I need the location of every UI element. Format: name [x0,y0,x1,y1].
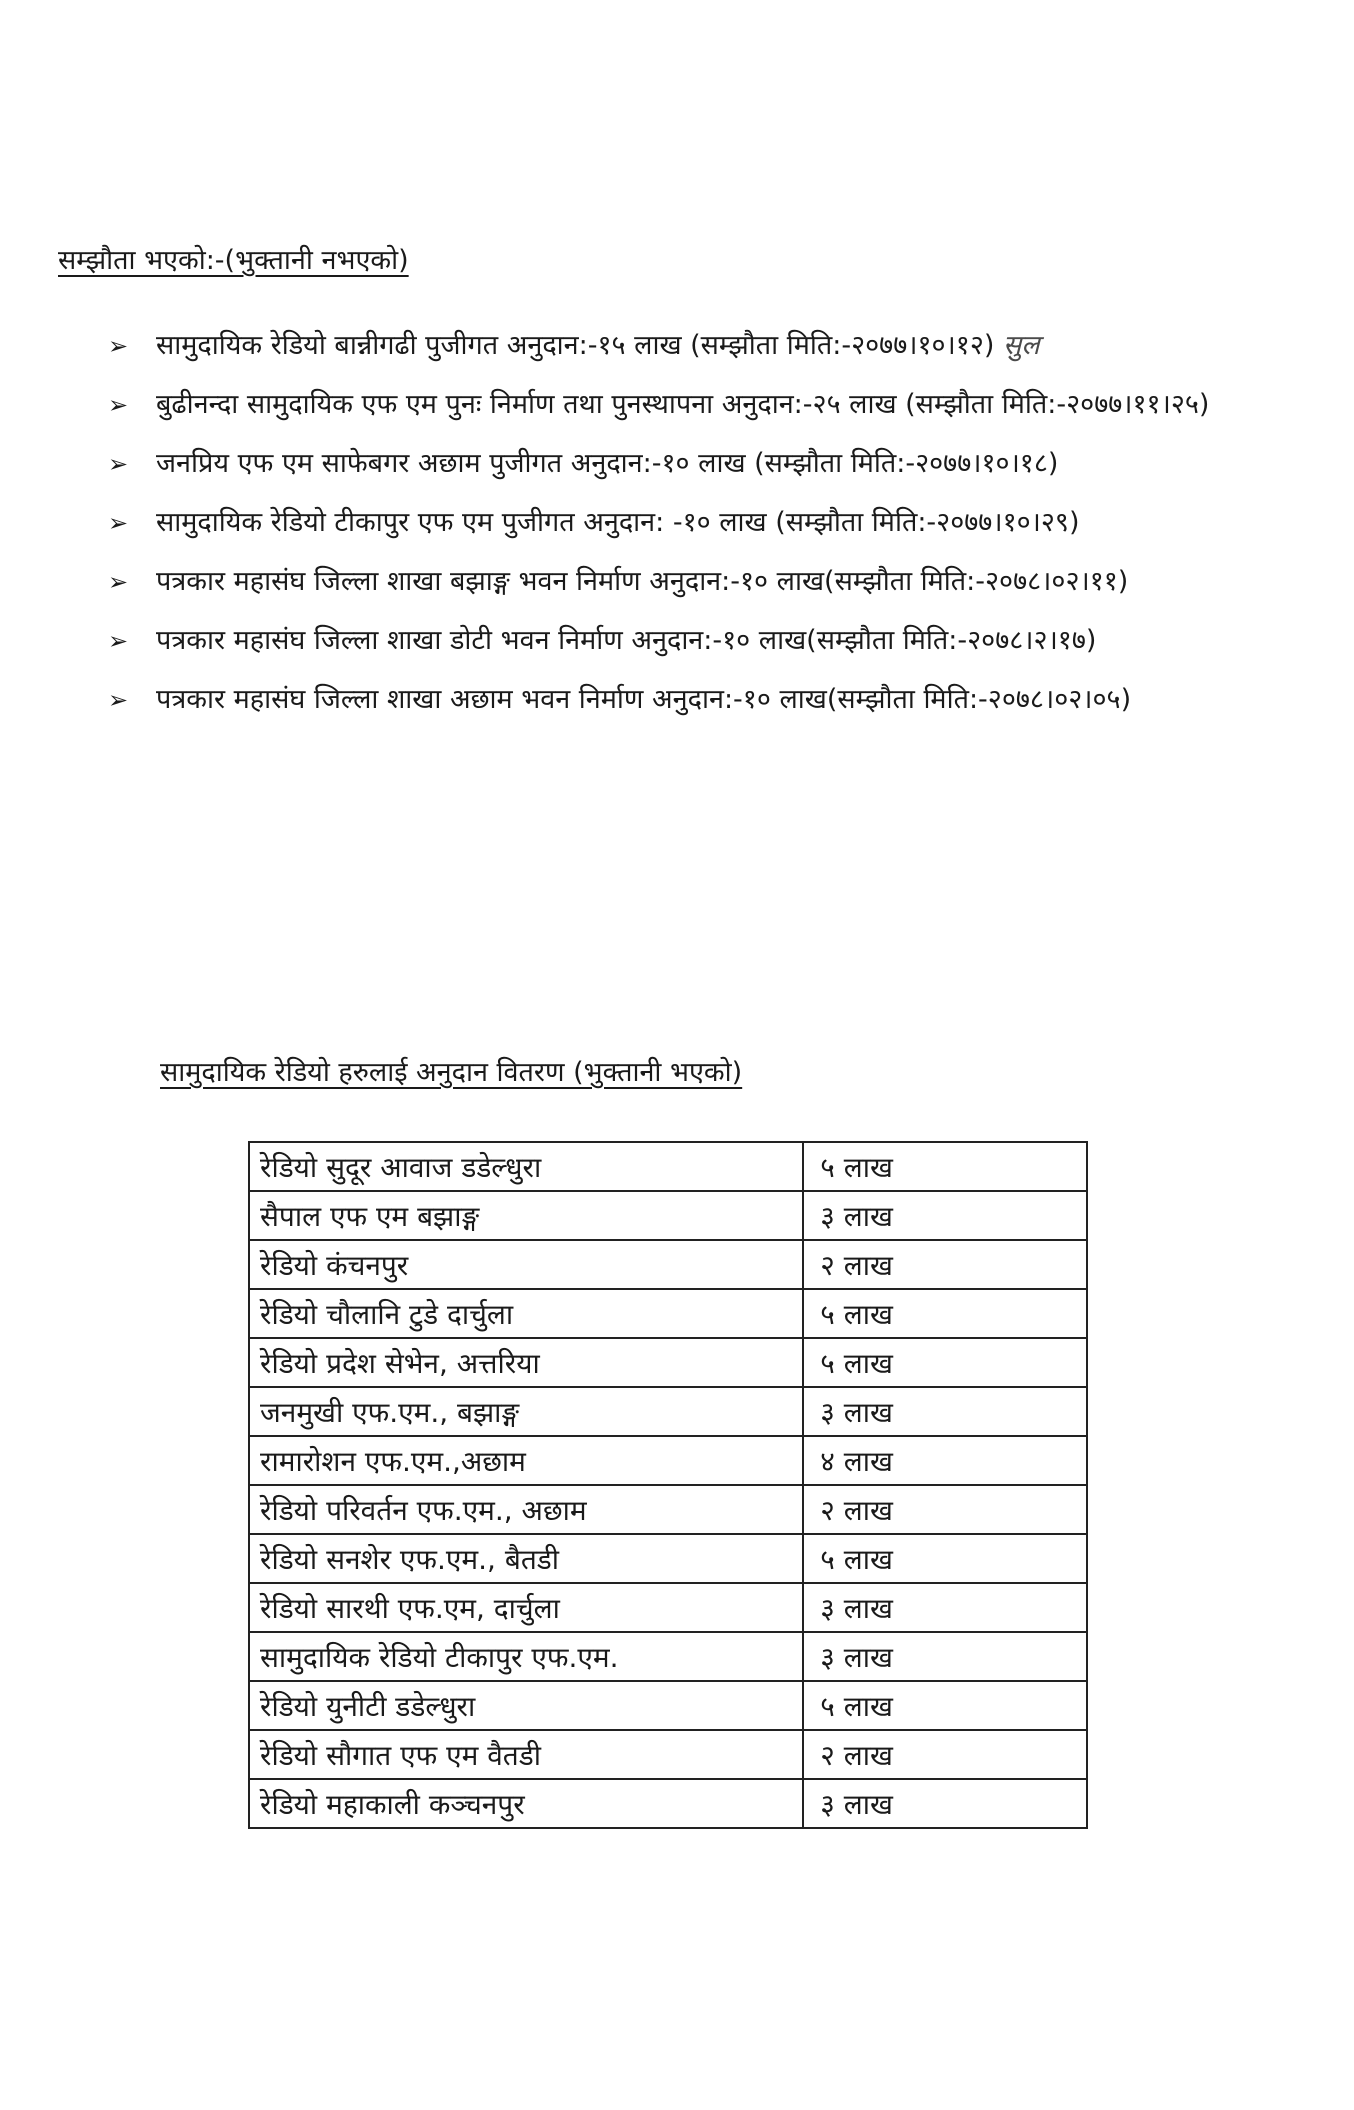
arrow-bullet-icon: ➢ [108,509,129,537]
grant-amount: ३ लाख [803,1779,1087,1828]
table-row [249,1338,1087,1387]
station-name: रेडियो प्रदेश सेभेन, अत्तरिया [249,1338,803,1387]
arrow-bullet-icon: ➢ [108,568,129,596]
table-row [249,1632,1087,1681]
station-name: रेडियो कंचनपुर [249,1240,803,1289]
handwritten-note: सुल [1003,330,1040,361]
grant-amount: २ लाख [803,1485,1087,1534]
arrow-bullet-icon: ➢ [108,332,129,360]
distribution-table [248,1141,1088,1829]
agreement-text: सामुदायिक रेडियो बान्नीगढी पुजीगत अनुदान:-१५ लाख (सम्झौता मिति:-२०७७।१०।१२) [156,330,995,361]
table-row [249,1681,1087,1730]
table-row [249,1289,1087,1338]
list-item [108,613,1316,669]
station-name: सैपाल एफ एम बझाङ्ग [249,1191,803,1240]
arrow-bullet-icon: ➢ [108,627,129,655]
list-item [108,318,1316,374]
agreement-text: पत्रकार महासंघ जिल्ला शाखा बझाङ्ग भवन निर्माण अनुदान:-१० लाख(सम्झौता मिति:-२०७८।०२।११) [156,566,1129,597]
table-row [249,1534,1087,1583]
table-row [249,1240,1087,1289]
agreements-list [108,318,1338,731]
table-row [249,1142,1087,1191]
heading-distribution: सामुदायिक रेडियो हरुलाई अनुदान वितरण (भुक्तानी भएको) [160,1057,743,1088]
table-row [249,1191,1087,1240]
station-name: रामारोशन एफ.एम.,अछाम [249,1436,803,1485]
station-name: रेडियो सुदूर आवाज डडेल्धुरा [249,1142,803,1191]
grant-amount: ५ लाख [803,1142,1087,1191]
grant-amount: ३ लाख [803,1583,1087,1632]
grant-amount: ४ लाख [803,1436,1087,1485]
table-row [249,1583,1087,1632]
station-name: रेडियो चौलानि टुडे दार्चुला [249,1289,803,1338]
table-row [249,1387,1087,1436]
agreement-text: बुढीनन्दा सामुदायिक एफ एम पुनः निर्माण तथा पुनस्थापना अनुदान:-२५ लाख (सम्झौता मिति:-२०७७।११।२५) [156,389,1210,420]
grant-amount: ५ लाख [803,1534,1087,1583]
list-item [108,377,1316,433]
station-name: जनमुखी एफ.एम., बझाङ्ग [249,1387,803,1436]
grant-amount: ५ लाख [803,1338,1087,1387]
arrow-bullet-icon: ➢ [108,450,129,478]
table-row [249,1436,1087,1485]
distribution-table-wrap [248,1141,1088,1829]
agreement-text: पत्रकार महासंघ जिल्ला शाखा अछाम भवन निर्माण अनुदान:-१० लाख(सम्झौता मिति:-२०७८।०२।०५) [156,684,1132,715]
station-name: रेडियो सौगात एफ एम वैतडी [249,1730,803,1779]
grant-amount: ५ लाख [803,1681,1087,1730]
arrow-bullet-icon: ➢ [108,391,129,419]
agreement-text: सामुदायिक रेडियो टीकापुर एफ एम पुजीगत अनुदान: -१० लाख (सम्झौता मिति:-२०७७।१०।२९) [156,507,1080,538]
station-name: रेडियो युनीटी डडेल्धुरा [249,1681,803,1730]
agreement-text: पत्रकार महासंघ जिल्ला शाखा डोटी भवन निर्माण अनुदान:-१० लाख(सम्झौता मिति:-२०७८।२।१७) [156,625,1097,656]
grant-amount: ३ लाख [803,1387,1087,1436]
grant-amount: ३ लाख [803,1191,1087,1240]
list-item [108,672,1316,728]
heading-agreements: सम्झौता भएको:-(भुक्तानी नभएको) [58,245,409,276]
grant-amount: २ लाख [803,1730,1087,1779]
grant-amount: २ लाख [803,1240,1087,1289]
list-item [108,495,1316,551]
station-name: सामुदायिक रेडियो टीकापुर एफ.एम. [249,1632,803,1681]
station-name: रेडियो परिवर्तन एफ.एम., अछाम [249,1485,803,1534]
agreement-text: जनप्रिय एफ एम साफेबगर अछाम पुजीगत अनुदान:-१० लाख (सम्झौता मिति:-२०७७।१०।१८) [156,448,1059,479]
arrow-bullet-icon: ➢ [108,686,129,714]
grant-amount: ५ लाख [803,1289,1087,1338]
table-row [249,1779,1087,1828]
list-item [108,436,1316,492]
station-name: रेडियो सनशेर एफ.एम., बैतडी [249,1534,803,1583]
table-row [249,1730,1087,1779]
table-row [249,1485,1087,1534]
grant-amount: ३ लाख [803,1632,1087,1681]
station-name: रेडियो सारथी एफ.एम, दार्चुला [249,1583,803,1632]
list-item [108,554,1316,610]
station-name: रेडियो महाकाली कञ्चनपुर [249,1779,803,1828]
